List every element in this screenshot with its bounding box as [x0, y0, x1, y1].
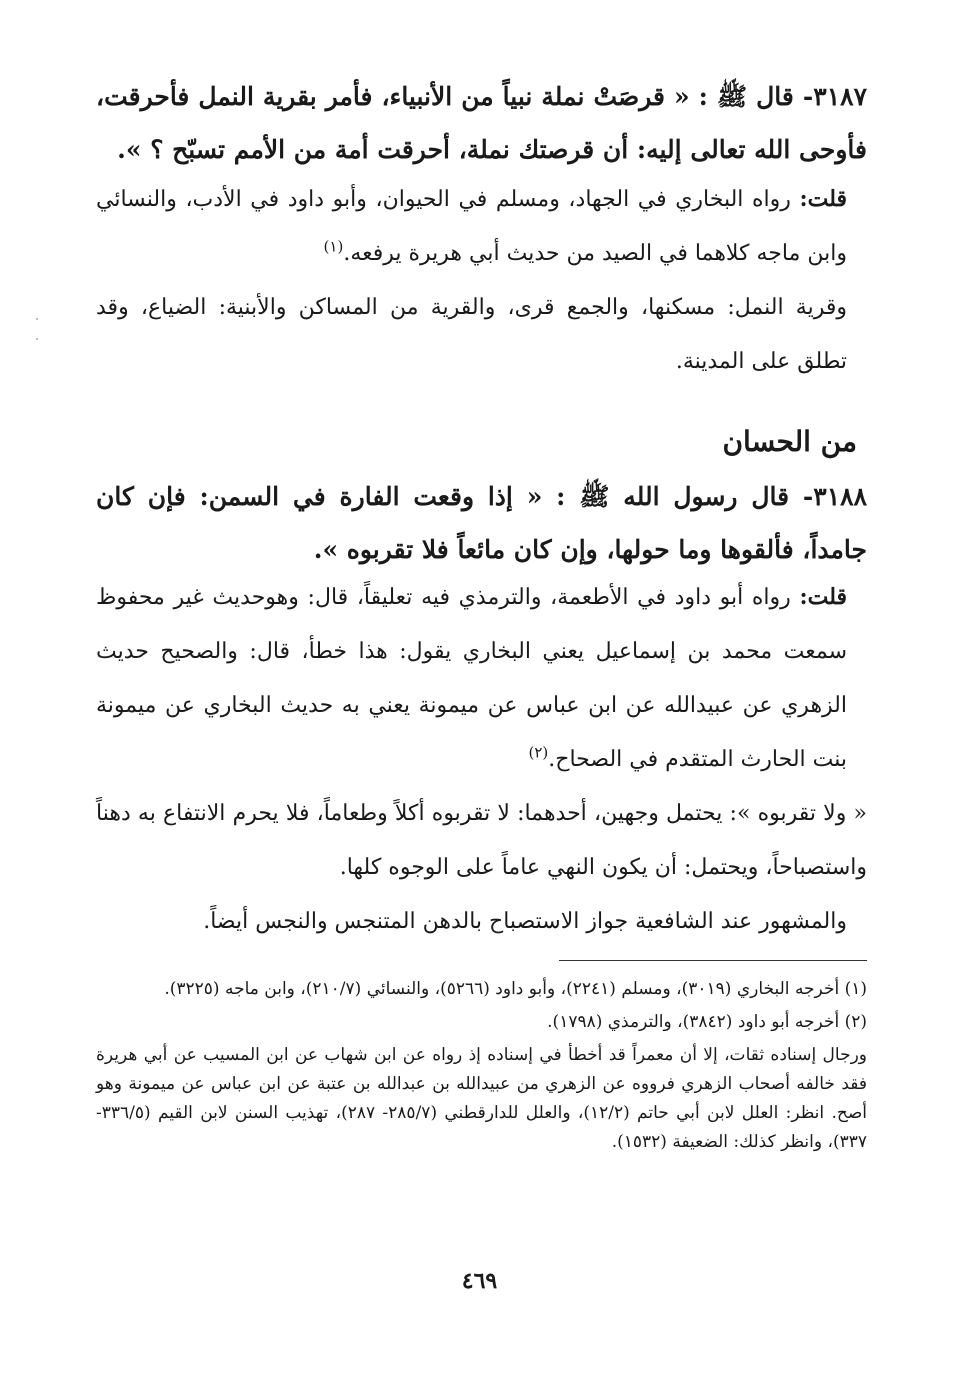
hadith-3187-text: ٣١٨٧- قال ﷺ : « قرصَتْ نملة نبياً من الأنبياء، فأمر بقرية النمل فأحرقت، فأوحى الله تعالى إليه: أن قرصتك نملة، أحرقت أمة من الأمم تسبّح ؟ ». [96, 82, 867, 164]
scan-speck [36, 318, 38, 320]
commentary-lead: قلت: [799, 584, 847, 610]
footnote-1: (١) أخرجه البخاري (٣٠١٩)، ومسلم (٢٢٤١)، وأبو داود (٥٢٦٦)، والنسائي (٢١٠/٧)، وابن ماجه (٣٢٢٥). [164, 979, 867, 999]
footnotes [96, 975, 867, 1161]
scan-speck [36, 338, 38, 340]
footnote-2-continuation: ورجال إسناده ثقات، إلا أن معمراً قد أخطأ في إسناده إذ رواه عن ابن شهاب عن ابن المسيب عن أبي هريرة فقد خالفه أصحاب الزهري فرووه عن الزهري من عبيدالله بن عبدالله بن عتبة عن ابن عباس عن ميمونة وهو أصح. انظر: العلل لابن أبي حاتم (١٢/٢)، والعلل للدارقطني (٢٨٥/٧- ٢٨٧)، تهذيب السنن لابن القيم (٣٣٦/٥- ٣٣٧)، وانظر كذلك: الضعيفة (١٥٣٢). [96, 1045, 867, 1152]
hadith-3187 [96, 70, 867, 176]
commentary-lead: قلت: [799, 186, 847, 212]
footnote-separator [559, 960, 867, 961]
commentary-3188-paragraph [96, 570, 867, 787]
footnote-2: (٢) أخرجه أبو داود (٣٨٤٢)، والترمذي (١٧٩٨). [547, 1012, 867, 1032]
commentary-3188-note-2: والمشهور عند الشافعية جواز الاستصباح بالدهن المتنجس والنجس أيضاً. [203, 909, 847, 934]
page-number: ٤٦٩ [461, 1268, 498, 1294]
commentary-3187-paragraph [96, 172, 867, 281]
commentary-3188-text: رواه أبو داود في الأطعمة، والترمذي فيه تعليقاً، قال: وهوحديث غير محفوظ سمعت محمد بن إسماعيل يعني البخاري يقول: هذا خطأ، قال: والصحيح حديث الزهري عن عبيدالله عن ابن عباس عن ميمونة يعني به حديث البخاري عن ميمونة بنت الحارث المتقدم في الصحاح. [96, 585, 847, 772]
footnote-ref-2[interactable]: (٢) [528, 743, 549, 762]
commentary-3188 [96, 570, 867, 949]
commentary-3188-note-1: « ولا تقربوه »: يحتمل وجهين، أحدهما: لا تقربوه أكلاً وطعاماً، فلا يحرم الانتفاع به دهناً واستصباحاً، ويحتمل: أن يكون النهي عاماً على الوجوه كلها. [96, 801, 867, 880]
commentary-3187-note: وقرية النمل: مسكنها، والجمع قرى، والقرية من المساكن والأبنية: الضياع، وقد تطلق على المدينة. [96, 295, 848, 374]
footnote-ref-1[interactable]: (١) [323, 237, 344, 256]
section-title: من الحسان [722, 425, 857, 458]
commentary-3187-text: رواه البخاري في الجهاد، ومسلم في الحيوان، وأبو داود في الأدب، والنسائي وابن ماجه كلاهما في الصيد من حديث أبي هريرة يرفعه. [96, 187, 847, 266]
commentary-3187 [96, 172, 867, 389]
hadith-3188-text: ٣١٨٨- قال رسول الله ﷺ : « إذا وقعت الفارة في السمن: فإن كان جامداً، فألقوها وما حولها، وإن كان مائعاً فلا تقربوه ». [96, 482, 867, 564]
hadith-3188 [96, 470, 867, 576]
